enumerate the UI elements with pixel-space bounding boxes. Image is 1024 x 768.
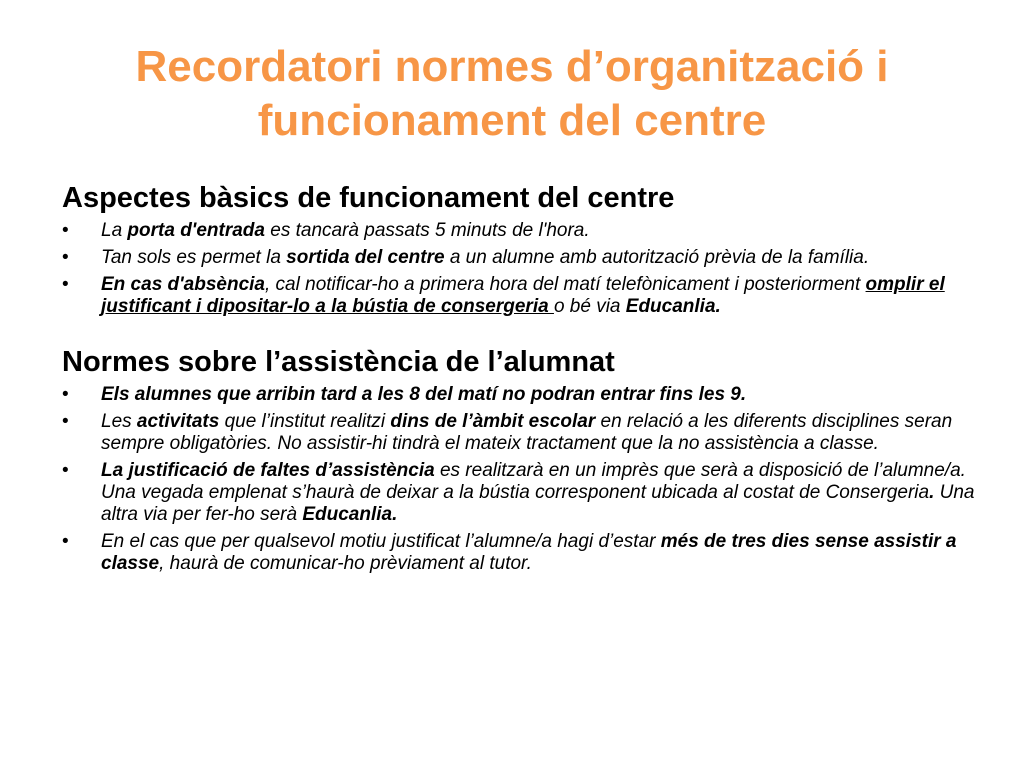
bullet-item [62,247,982,269]
bullet-text-segment: en relació a les diferents disciplines seran sempre obligatòries. No assistir-hi tindrà el mateix tractament que la no assistència a classe. [101,411,953,454]
section-heading: Aspectes bàsics de funcionament del centre [62,182,675,214]
section-basic-functioning [62,180,982,318]
bullet-text-segment: Els alumnes que arribin tard a les 8 del matí no podran entrar fins les 9. [101,384,747,405]
bullet-text-segment: Una altra via per fer-ho serà [101,482,975,525]
section-heading: Normes sobre l’assistència de l’alumnat [62,346,615,378]
bullet-text-segment: es realitzarà en un imprès que serà a disposició de l’alumne/a. Una vegada emplenat s’haurà de deixar a la bústia corresponent ubicada al costat de Consergeria [101,460,966,503]
bullet-list [62,220,982,318]
bullet-text-segment: omplir el justificant i dipositar-lo a la bústia de consergeria [101,274,945,317]
bullet-text-segment: Les [101,411,137,432]
bullet-item [62,460,982,526]
bullet-text-segment: , haurà de comunicar-ho prèviament al tutor. [159,553,532,574]
bullet-text-segment: que l’institut realitzi [219,411,391,432]
bullet-text-segment: La justificació de faltes d’assistència [101,460,435,481]
bullet-marker: • [62,411,69,432]
bullet-text-segment: o bé via [553,296,626,317]
bullet-item [62,531,982,575]
bullet-text-segment: porta d'entrada [127,220,265,241]
bullet-item [62,384,982,406]
bullet-list [62,384,982,575]
section-attendance [62,344,982,575]
bullet-marker: • [62,247,69,268]
bullet-text-segment: En el cas que per qualsevol motiu justificat l’alumne/a hagi d’estar [101,531,661,552]
bullet-text-segment: Tan sols es permet la [101,247,287,268]
bullet-item [62,274,982,318]
slide-title: Recordatori normes d’organització i funcionament del centre [135,42,889,145]
bullet-marker: • [62,460,69,481]
bullet-text-segment: més de tres dies sense assistir a classe [101,531,957,574]
bullet-text-segment: , cal notificar-ho a primera hora del matí telefònicament i posteriorment [265,274,866,295]
bullet-text-segment: Educanlia. [625,296,721,317]
bullet-text-segment: a un alumne amb autorització prèvia de la família. [444,247,870,268]
slide-content [62,180,982,580]
bullet-text-segment: Educanlia. [302,504,398,525]
bullet-item [62,411,982,455]
bullet-item [62,220,982,242]
bullet-marker: • [62,531,69,552]
bullet-text-segment: activitats [136,411,220,432]
bullet-text-segment: es tancarà passats 5 minuts de l'hora. [264,220,590,241]
bullet-marker: • [62,384,69,405]
bullet-text-segment: . [929,482,935,503]
bullet-text-segment: sortida del centre [286,247,445,268]
bullet-text-segment: La [101,220,128,241]
bullet-marker: • [62,220,69,241]
bullet-text-segment: En cas d'absència [101,274,265,295]
bullet-text-segment: dins de l’àmbit escolar [390,411,596,432]
bullet-marker: • [62,274,69,295]
